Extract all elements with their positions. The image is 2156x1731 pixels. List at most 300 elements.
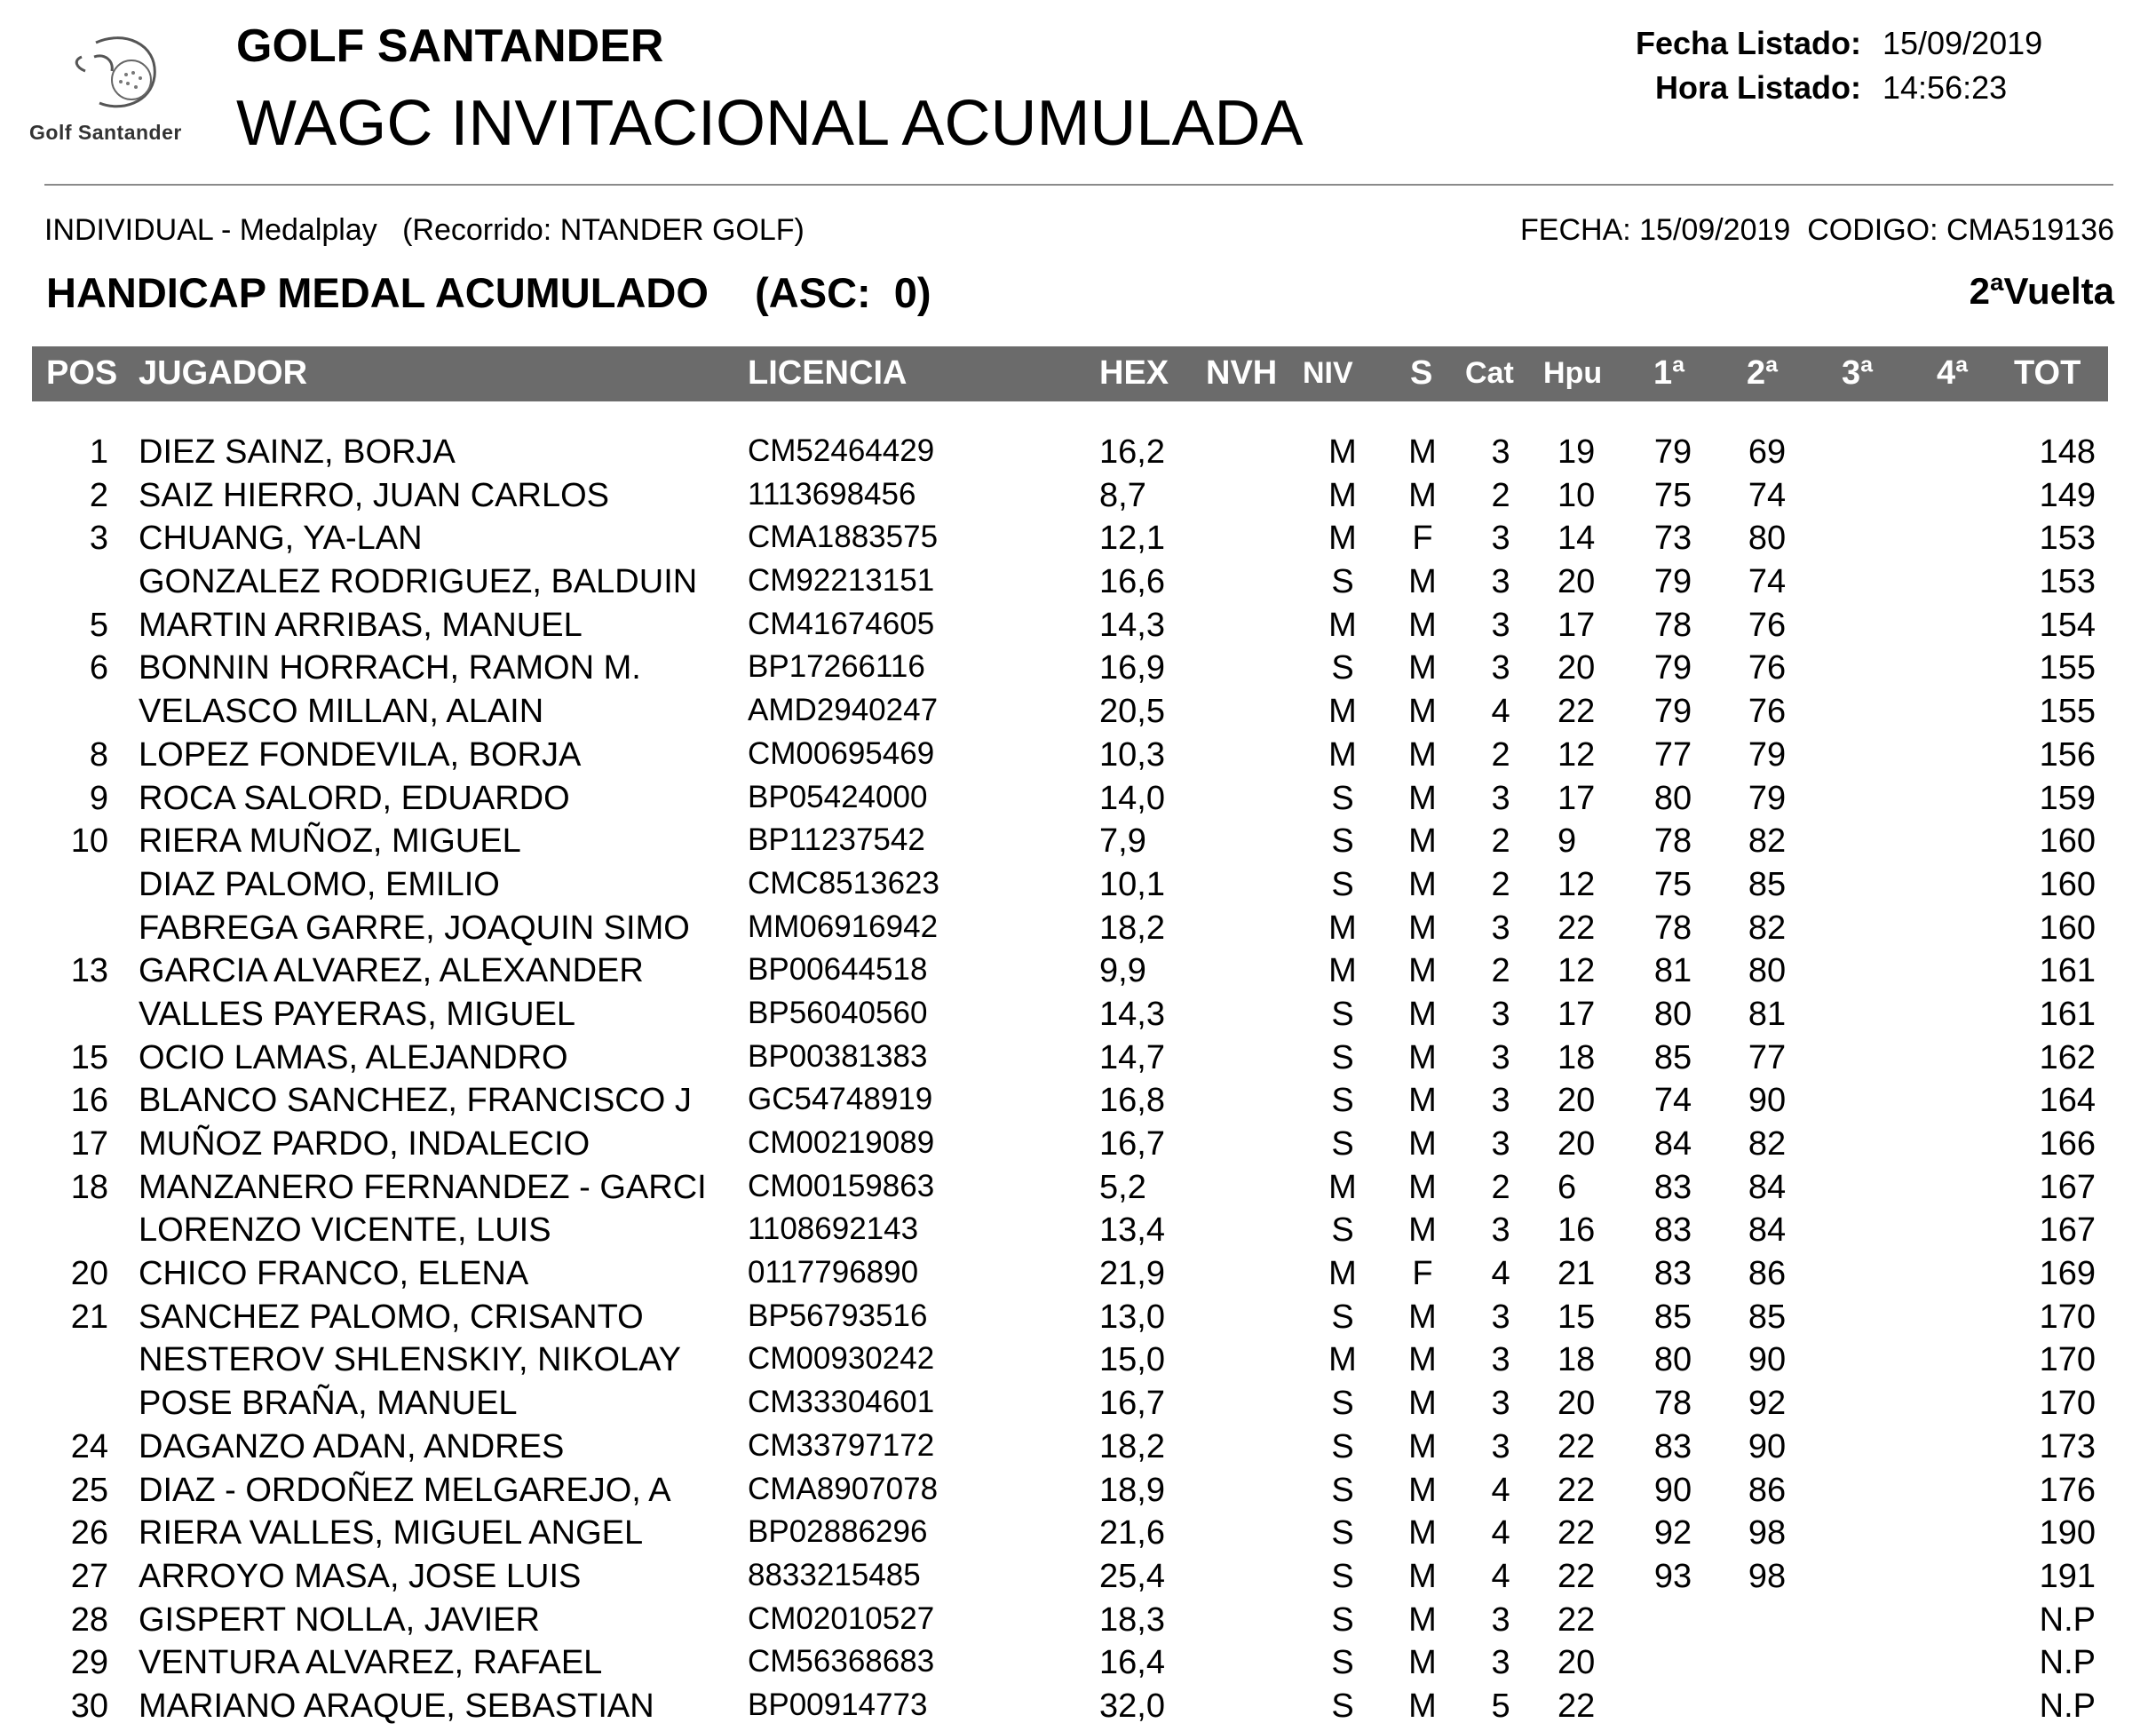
round-1-score-cell-text: 78 bbox=[1653, 909, 1692, 947]
license-cell: MM06916942 bbox=[748, 909, 939, 944]
results-table bbox=[0, 433, 2156, 1731]
category-cell-text: 4 bbox=[1491, 1471, 1510, 1509]
playing-handicap-cell: 14 bbox=[1558, 520, 1596, 558]
playing-handicap-cell: 20 bbox=[1558, 1644, 1596, 1682]
total-score-cell: 170 bbox=[2039, 1385, 2096, 1423]
table-row bbox=[0, 1341, 2156, 1385]
player-name-cell: VENTURA ALVAREZ, RAFAEL bbox=[139, 1644, 603, 1682]
sex-cell-text: M bbox=[1408, 1038, 1437, 1076]
license-cell: CM33797172 bbox=[748, 1427, 935, 1463]
round-2-score-cell-text: 98 bbox=[1748, 1514, 1787, 1552]
round-1-score-cell-text: 75 bbox=[1653, 476, 1692, 514]
round-2-score-cell-text: 80 bbox=[1748, 520, 1787, 558]
playing-handicap-cell: 20 bbox=[1558, 1385, 1596, 1423]
player-name-cell: RIERA VALLES, MIGUEL ANGEL bbox=[139, 1514, 644, 1552]
player-name-cell: FABREGA GARRE, JOAQUIN SIMO bbox=[139, 909, 690, 947]
level-cell-text: S bbox=[1331, 1644, 1354, 1682]
sex-cell-text: M bbox=[1408, 1125, 1437, 1163]
category-cell-text: 3 bbox=[1491, 779, 1510, 817]
total-score-cell: N.P bbox=[2039, 1644, 2096, 1682]
playing-handicap-cell: 22 bbox=[1558, 1557, 1596, 1595]
category-cell-text: 3 bbox=[1491, 909, 1510, 947]
round-2-score-cell-text: 81 bbox=[1748, 995, 1787, 1033]
license-cell: BP17266116 bbox=[748, 649, 925, 685]
handicap-exact-cell: 18,2 bbox=[1099, 909, 1165, 947]
round-2-score-cell-text: 98 bbox=[1748, 1557, 1787, 1595]
level-cell-text: M bbox=[1328, 1341, 1357, 1379]
sex-cell-text: M bbox=[1408, 1644, 1437, 1682]
player-name-cell: CHICO FRANCO, ELENA bbox=[139, 1255, 529, 1293]
license-cell: BP05424000 bbox=[748, 779, 928, 814]
total-score-cell: 170 bbox=[2039, 1341, 2096, 1379]
license-cell: CM02010527 bbox=[748, 1600, 935, 1636]
round-2-score-cell-text: 80 bbox=[1748, 952, 1787, 990]
player-name-cell: MANZANERO FERNANDEZ - GARCI bbox=[139, 1168, 707, 1206]
total-score-cell: 154 bbox=[2039, 606, 2096, 644]
position-cell: 28 bbox=[70, 1600, 108, 1639]
position-cell: 20 bbox=[70, 1255, 108, 1293]
level-cell-text: S bbox=[1331, 1427, 1354, 1465]
level-cell-text: S bbox=[1331, 649, 1354, 687]
position-cell: 26 bbox=[70, 1514, 108, 1552]
playing-handicap-cell: 17 bbox=[1558, 995, 1596, 1033]
license-cell: 1113698456 bbox=[748, 476, 916, 512]
player-name-cell: LORENZO VICENTE, LUIS bbox=[139, 1211, 551, 1250]
level-cell-text: M bbox=[1328, 952, 1357, 990]
level-cell-text: S bbox=[1331, 1557, 1354, 1595]
table-row bbox=[0, 649, 2156, 693]
col-round-4: 4ª bbox=[1937, 354, 1969, 392]
position-cell: 30 bbox=[70, 1687, 108, 1725]
round-2-score-cell-text: 69 bbox=[1748, 433, 1787, 471]
round-1-score-cell-text: 83 bbox=[1653, 1168, 1692, 1206]
sex-cell-text: F bbox=[1412, 520, 1433, 558]
handicap-exact-cell: 16,9 bbox=[1099, 649, 1165, 687]
sex-cell-text: M bbox=[1408, 909, 1437, 947]
category-cell-text: 3 bbox=[1491, 1600, 1510, 1639]
player-name-cell: SANCHEZ PALOMO, CRISANTO bbox=[139, 1298, 644, 1336]
position-cell: 18 bbox=[70, 1168, 108, 1206]
table-row bbox=[0, 952, 2156, 996]
level-cell-text: M bbox=[1328, 520, 1357, 558]
col-jugador: JUGADOR bbox=[139, 354, 308, 392]
table-row bbox=[0, 1428, 2156, 1472]
license-cell: CM56368683 bbox=[748, 1644, 935, 1679]
sex-cell-text: M bbox=[1408, 1341, 1437, 1379]
category-cell-text: 3 bbox=[1491, 1341, 1510, 1379]
category-cell-text: 3 bbox=[1491, 520, 1510, 558]
handicap-exact-cell: 18,9 bbox=[1099, 1471, 1165, 1509]
total-score-cell: 159 bbox=[2039, 779, 2096, 817]
table-row bbox=[0, 520, 2156, 563]
total-score-cell: 162 bbox=[2039, 1038, 2096, 1076]
handicap-exact-cell: 13,0 bbox=[1099, 1298, 1165, 1336]
player-name-cell: VELASCO MILLAN, ALAIN bbox=[139, 693, 544, 731]
round-1-score-cell-text: 78 bbox=[1653, 606, 1692, 644]
round-1-score-cell-text: 85 bbox=[1653, 1298, 1692, 1336]
handicap-exact-cell: 5,2 bbox=[1099, 1168, 1146, 1206]
sex-cell-text: M bbox=[1408, 1082, 1437, 1120]
club-name: GOLF SANTANDER bbox=[236, 20, 664, 72]
round-1-score-cell-text: 83 bbox=[1653, 1211, 1692, 1250]
license-cell: BP00914773 bbox=[748, 1687, 928, 1722]
license-cell: 1108692143 bbox=[748, 1211, 919, 1247]
round-2-score-cell-text: 74 bbox=[1748, 563, 1787, 601]
level-cell-text: S bbox=[1331, 865, 1354, 903]
sex-cell-text: M bbox=[1408, 433, 1437, 471]
player-name-cell: BLANCO SANCHEZ, FRANCISCO J bbox=[139, 1082, 692, 1120]
category-cell-text: 4 bbox=[1491, 1557, 1510, 1595]
col-round-2: 2ª bbox=[1747, 354, 1779, 392]
total-score-cell: 176 bbox=[2039, 1471, 2096, 1509]
round-1-score-cell-text: 83 bbox=[1653, 1427, 1692, 1465]
player-name-cell: MARTIN ARRIBAS, MANUEL bbox=[139, 606, 583, 644]
round-2-score-cell-text: 90 bbox=[1748, 1341, 1787, 1379]
level-cell-text: S bbox=[1331, 1038, 1354, 1076]
golf-bird-logo-icon bbox=[69, 34, 167, 115]
total-score-cell: 190 bbox=[2039, 1514, 2096, 1552]
player-name-cell: OCIO LAMAS, ALEJANDRO bbox=[139, 1038, 568, 1076]
listing-time-label: Hora Listado: bbox=[1654, 69, 1861, 106]
handicap-exact-cell: 21,9 bbox=[1099, 1255, 1165, 1293]
round-1-score-cell-text: 85 bbox=[1653, 1038, 1692, 1076]
level-cell-text: S bbox=[1331, 1471, 1354, 1509]
table-row bbox=[0, 996, 2156, 1039]
position-cell: 29 bbox=[70, 1644, 108, 1682]
player-name-cell: MARIANO ARAQUE, SEBASTIAN bbox=[139, 1687, 654, 1725]
level-cell-text: S bbox=[1331, 1125, 1354, 1163]
handicap-exact-cell: 10,1 bbox=[1099, 865, 1165, 903]
player-name-cell: GARCIA ALVAREZ, ALEXANDER bbox=[139, 952, 644, 990]
category-cell-text: 3 bbox=[1491, 433, 1510, 471]
playing-handicap-cell: 17 bbox=[1558, 606, 1596, 644]
total-score-cell: 167 bbox=[2039, 1168, 2096, 1206]
round-1-score-cell-text: 79 bbox=[1653, 563, 1692, 601]
table-row bbox=[0, 433, 2156, 477]
round-1-score-cell-text: 79 bbox=[1653, 693, 1692, 731]
total-score-cell: 160 bbox=[2039, 909, 2096, 947]
player-name-cell: VALLES PAYERAS, MIGUEL bbox=[139, 995, 576, 1033]
round-1-score-cell-text: 80 bbox=[1653, 779, 1692, 817]
round-2-score-cell-text: 84 bbox=[1748, 1211, 1787, 1250]
playing-handicap-cell: 22 bbox=[1558, 693, 1596, 731]
player-name-cell: NESTEROV SHLENSKIY, NIKOLAY bbox=[139, 1341, 682, 1379]
player-name-cell: MUÑOZ PARDO, INDALECIO bbox=[139, 1125, 591, 1163]
handicap-exact-cell: 10,3 bbox=[1099, 735, 1165, 774]
playing-handicap-cell: 15 bbox=[1558, 1298, 1596, 1336]
position-cell: 9 bbox=[89, 779, 108, 817]
level-cell-text: S bbox=[1331, 995, 1354, 1033]
license-cell: BP56793516 bbox=[748, 1298, 928, 1333]
round-1-score-cell-text: 80 bbox=[1653, 995, 1692, 1033]
round-1-score-cell-text: 80 bbox=[1653, 1341, 1692, 1379]
handicap-exact-cell: 16,2 bbox=[1099, 433, 1165, 471]
round-2-score-cell-text: 86 bbox=[1748, 1471, 1787, 1509]
sex-cell-text: M bbox=[1408, 1687, 1437, 1725]
handicap-exact-cell: 15,0 bbox=[1099, 1341, 1165, 1379]
listing-time: 14:56:23 bbox=[1883, 69, 2008, 106]
playing-handicap-cell: 21 bbox=[1558, 1255, 1596, 1293]
level-cell-text: S bbox=[1331, 1298, 1354, 1336]
license-cell: BP11237542 bbox=[748, 822, 925, 858]
category-cell-text: 2 bbox=[1491, 952, 1510, 990]
total-score-cell: 156 bbox=[2039, 735, 2096, 774]
sex-cell-text: M bbox=[1408, 822, 1437, 861]
player-name-cell: GISPERT NOLLA, JAVIER bbox=[139, 1600, 540, 1639]
table-row bbox=[0, 563, 2156, 607]
header-divider bbox=[44, 184, 2113, 186]
position-cell: 10 bbox=[70, 822, 108, 861]
col-pos: POS bbox=[46, 354, 118, 392]
listing-date: 15/09/2019 bbox=[1883, 25, 2043, 61]
category-cell-text: 3 bbox=[1491, 1644, 1510, 1682]
category-cell-text: 2 bbox=[1491, 476, 1510, 514]
round-1-score-cell-text: 81 bbox=[1653, 952, 1692, 990]
position-cell: 2 bbox=[89, 476, 108, 514]
license-cell: 0117796890 bbox=[748, 1255, 919, 1290]
sex-cell-text: M bbox=[1408, 1557, 1437, 1595]
round-1-score-cell-text: 84 bbox=[1653, 1125, 1692, 1163]
playing-handicap-cell: 12 bbox=[1558, 952, 1596, 990]
sex-cell-text: M bbox=[1408, 735, 1437, 774]
sex-cell-text: M bbox=[1408, 1211, 1437, 1250]
player-name-cell: ARROYO MASA, JOSE LUIS bbox=[139, 1557, 582, 1595]
license-cell: BP56040560 bbox=[748, 995, 928, 1030]
player-name-cell: LOPEZ FONDEVILA, BORJA bbox=[139, 735, 582, 774]
level-cell-text: M bbox=[1328, 909, 1357, 947]
category-cell-text: 3 bbox=[1491, 1427, 1510, 1465]
handicap-exact-cell: 14,0 bbox=[1099, 779, 1165, 817]
license-cell: CM41674605 bbox=[748, 606, 935, 641]
round-1-score-cell-text: 74 bbox=[1653, 1082, 1692, 1120]
listing-info bbox=[1616, 21, 2042, 110]
handicap-exact-cell: 13,4 bbox=[1099, 1211, 1165, 1250]
category-cell-text: 3 bbox=[1491, 606, 1510, 644]
category-cell-text: 3 bbox=[1491, 563, 1510, 601]
license-cell: BP00381383 bbox=[748, 1038, 928, 1074]
sex-cell-text: M bbox=[1408, 563, 1437, 601]
level-cell-text: M bbox=[1328, 1255, 1357, 1293]
total-score-cell: 170 bbox=[2039, 1298, 2096, 1336]
table-row bbox=[0, 1255, 2156, 1298]
round-1-score-cell-text: 92 bbox=[1653, 1514, 1692, 1552]
table-row bbox=[0, 1298, 2156, 1342]
playing-handicap-cell: 10 bbox=[1558, 476, 1596, 514]
license-cell: CMA1883575 bbox=[748, 520, 939, 555]
col-licencia: LICENCIA bbox=[748, 354, 908, 392]
table-row bbox=[0, 1039, 2156, 1083]
table-row bbox=[0, 1514, 2156, 1558]
player-name-cell: DIAZ PALOMO, EMILIO bbox=[139, 865, 500, 903]
license-cell: AMD2940247 bbox=[748, 693, 939, 728]
round-2-score-cell-text: 76 bbox=[1748, 606, 1787, 644]
level-cell-text: M bbox=[1328, 433, 1357, 471]
playing-handicap-cell: 18 bbox=[1558, 1341, 1596, 1379]
table-row bbox=[0, 1601, 2156, 1645]
table-header bbox=[32, 346, 2108, 401]
classification-title: HANDICAP MEDAL ACUMULADO (ASC: 0) bbox=[46, 269, 931, 316]
total-score-cell: N.P bbox=[2039, 1687, 2096, 1725]
playing-handicap-cell: 20 bbox=[1558, 1082, 1596, 1120]
handicap-exact-cell: 25,4 bbox=[1099, 1557, 1165, 1595]
round-2-score-cell-text: 85 bbox=[1748, 865, 1787, 903]
category-cell-text: 2 bbox=[1491, 865, 1510, 903]
sex-cell-text: F bbox=[1412, 1255, 1433, 1293]
license-cell: CM00930242 bbox=[748, 1341, 935, 1377]
license-cell: 8833215485 bbox=[748, 1557, 921, 1592]
sex-cell-text: M bbox=[1408, 693, 1437, 731]
position-cell: 24 bbox=[70, 1427, 108, 1465]
table-row bbox=[0, 1169, 2156, 1212]
table-row bbox=[0, 1644, 2156, 1687]
position-cell: 16 bbox=[70, 1082, 108, 1120]
total-score-cell: 153 bbox=[2039, 520, 2096, 558]
level-cell-text: S bbox=[1331, 1687, 1354, 1725]
round-2-score-cell-text: 92 bbox=[1748, 1385, 1787, 1423]
playing-handicap-cell: 19 bbox=[1558, 433, 1596, 471]
license-cell: CM33304601 bbox=[748, 1385, 935, 1420]
handicap-exact-cell: 16,4 bbox=[1099, 1644, 1165, 1682]
player-name-cell: POSE BRAÑA, MANUEL bbox=[139, 1385, 518, 1423]
total-score-cell: 161 bbox=[2039, 952, 2096, 990]
license-cell: CM00219089 bbox=[748, 1125, 935, 1160]
total-score-cell: 173 bbox=[2039, 1427, 2096, 1465]
table-row bbox=[0, 866, 2156, 909]
player-name-cell: ROCA SALORD, EDUARDO bbox=[139, 779, 570, 817]
table-row bbox=[0, 1211, 2156, 1255]
handicap-exact-cell: 16,7 bbox=[1099, 1385, 1165, 1423]
total-score-cell: 160 bbox=[2039, 865, 2096, 903]
col-total: TOT bbox=[2014, 354, 2081, 392]
sex-cell-text: M bbox=[1408, 1168, 1437, 1206]
round-1-score-cell-text: 78 bbox=[1653, 822, 1692, 861]
round-2-score-cell-text: 85 bbox=[1748, 1298, 1787, 1336]
sex-cell-text: M bbox=[1408, 649, 1437, 687]
level-cell-text: M bbox=[1328, 693, 1357, 731]
col-round-1: 1ª bbox=[1653, 354, 1685, 392]
handicap-exact-cell: 9,9 bbox=[1099, 952, 1146, 990]
table-row bbox=[0, 477, 2156, 520]
license-cell: CMA8907078 bbox=[748, 1471, 939, 1506]
playing-handicap-cell: 16 bbox=[1558, 1211, 1596, 1250]
category-cell-text: 3 bbox=[1491, 1038, 1510, 1076]
category-cell-text: 3 bbox=[1491, 1385, 1510, 1423]
total-score-cell: 160 bbox=[2039, 822, 2096, 861]
license-cell: BP02886296 bbox=[748, 1514, 928, 1550]
total-score-cell: 166 bbox=[2039, 1125, 2096, 1163]
level-cell-text: M bbox=[1328, 606, 1357, 644]
round-2-score-cell-text: 82 bbox=[1748, 822, 1787, 861]
playing-handicap-cell: 22 bbox=[1558, 1471, 1596, 1509]
competition-name: WAGC INVITACIONAL ACUMULADA bbox=[236, 88, 1304, 159]
round-1-score-cell-text: 90 bbox=[1653, 1471, 1692, 1509]
total-score-cell: 167 bbox=[2039, 1211, 2096, 1250]
table-row bbox=[0, 1687, 2156, 1731]
position-cell: 8 bbox=[89, 735, 108, 774]
playing-handicap-cell: 17 bbox=[1558, 779, 1596, 817]
round-1-score-cell-text: 77 bbox=[1653, 735, 1692, 774]
player-name-cell: GONZALEZ RODRIGUEZ, BALDUIN bbox=[139, 563, 698, 601]
position-cell: 17 bbox=[70, 1125, 108, 1163]
level-cell-text: S bbox=[1331, 822, 1354, 861]
round-1-score-cell-text: 83 bbox=[1653, 1255, 1692, 1293]
player-name-cell: DIEZ SAINZ, BORJA bbox=[139, 433, 456, 471]
playing-handicap-cell: 22 bbox=[1558, 1427, 1596, 1465]
category-cell-text: 3 bbox=[1491, 1298, 1510, 1336]
total-score-cell: N.P bbox=[2039, 1600, 2096, 1639]
col-hpu: Hpu bbox=[1543, 356, 1603, 390]
category-cell-text: 4 bbox=[1491, 1255, 1510, 1293]
position-cell: 15 bbox=[70, 1038, 108, 1076]
round-1-score-cell-text: 75 bbox=[1653, 865, 1692, 903]
position-cell: 1 bbox=[89, 433, 108, 471]
handicap-exact-cell: 21,6 bbox=[1099, 1514, 1165, 1552]
table-row bbox=[0, 1082, 2156, 1125]
position-cell: 27 bbox=[70, 1557, 108, 1595]
category-cell-text: 2 bbox=[1491, 822, 1510, 861]
level-cell-text: M bbox=[1328, 476, 1357, 514]
round-1-score-cell-text: 79 bbox=[1653, 649, 1692, 687]
player-name-cell: RIERA MUÑOZ, MIGUEL bbox=[139, 822, 521, 861]
round-2-score-cell-text: 79 bbox=[1748, 735, 1787, 774]
sex-cell-text: M bbox=[1408, 865, 1437, 903]
sex-cell-text: M bbox=[1408, 1385, 1437, 1423]
round-2-score-cell-text: 74 bbox=[1748, 476, 1787, 514]
handicap-exact-cell: 32,0 bbox=[1099, 1687, 1165, 1725]
handicap-exact-cell: 20,5 bbox=[1099, 693, 1165, 731]
handicap-exact-cell: 14,3 bbox=[1099, 995, 1165, 1033]
round-2-score-cell-text: 77 bbox=[1748, 1038, 1787, 1076]
round-2-score-cell-text: 84 bbox=[1748, 1168, 1787, 1206]
table-row bbox=[0, 1385, 2156, 1428]
category-cell-text: 2 bbox=[1491, 735, 1510, 774]
playing-handicap-cell: 12 bbox=[1558, 865, 1596, 903]
category-cell-text: 2 bbox=[1491, 1168, 1510, 1206]
handicap-exact-cell: 14,3 bbox=[1099, 606, 1165, 644]
handicap-exact-cell: 16,7 bbox=[1099, 1125, 1165, 1163]
handicap-exact-cell: 8,7 bbox=[1099, 476, 1146, 514]
category-cell-text: 3 bbox=[1491, 995, 1510, 1033]
category-cell-text: 5 bbox=[1491, 1687, 1510, 1725]
sex-cell-text: M bbox=[1408, 779, 1437, 817]
total-score-cell: 169 bbox=[2039, 1255, 2096, 1293]
col-niv: NIV bbox=[1303, 356, 1353, 390]
level-cell-text: M bbox=[1328, 1168, 1357, 1206]
total-score-cell: 164 bbox=[2039, 1082, 2096, 1120]
player-name-cell: DAGANZO ADAN, ANDRES bbox=[139, 1427, 565, 1465]
player-name-cell: BONNIN HORRACH, RAMON M. bbox=[139, 649, 641, 687]
handicap-exact-cell: 12,1 bbox=[1099, 520, 1165, 558]
table-row bbox=[0, 822, 2156, 866]
license-cell: BP00644518 bbox=[748, 952, 928, 988]
player-name-cell: CHUANG, YA-LAN bbox=[139, 520, 423, 558]
round-2-score-cell-text: 90 bbox=[1748, 1427, 1787, 1465]
license-cell: CM52464429 bbox=[748, 433, 935, 468]
playing-handicap-cell: 20 bbox=[1558, 563, 1596, 601]
playing-handicap-cell: 12 bbox=[1558, 735, 1596, 774]
col-cat: Cat bbox=[1465, 356, 1514, 390]
sex-cell-text: M bbox=[1408, 1298, 1437, 1336]
handicap-exact-cell: 14,7 bbox=[1099, 1038, 1165, 1076]
level-cell-text: S bbox=[1331, 1082, 1354, 1120]
sex-cell-text: M bbox=[1408, 476, 1437, 514]
playing-handicap-cell: 18 bbox=[1558, 1038, 1596, 1076]
category-cell-text: 4 bbox=[1491, 693, 1510, 731]
handicap-exact-cell: 18,2 bbox=[1099, 1427, 1165, 1465]
round-1-score-cell-text: 93 bbox=[1653, 1557, 1692, 1595]
category-cell-text: 3 bbox=[1491, 1211, 1510, 1250]
position-cell: 6 bbox=[89, 649, 108, 687]
